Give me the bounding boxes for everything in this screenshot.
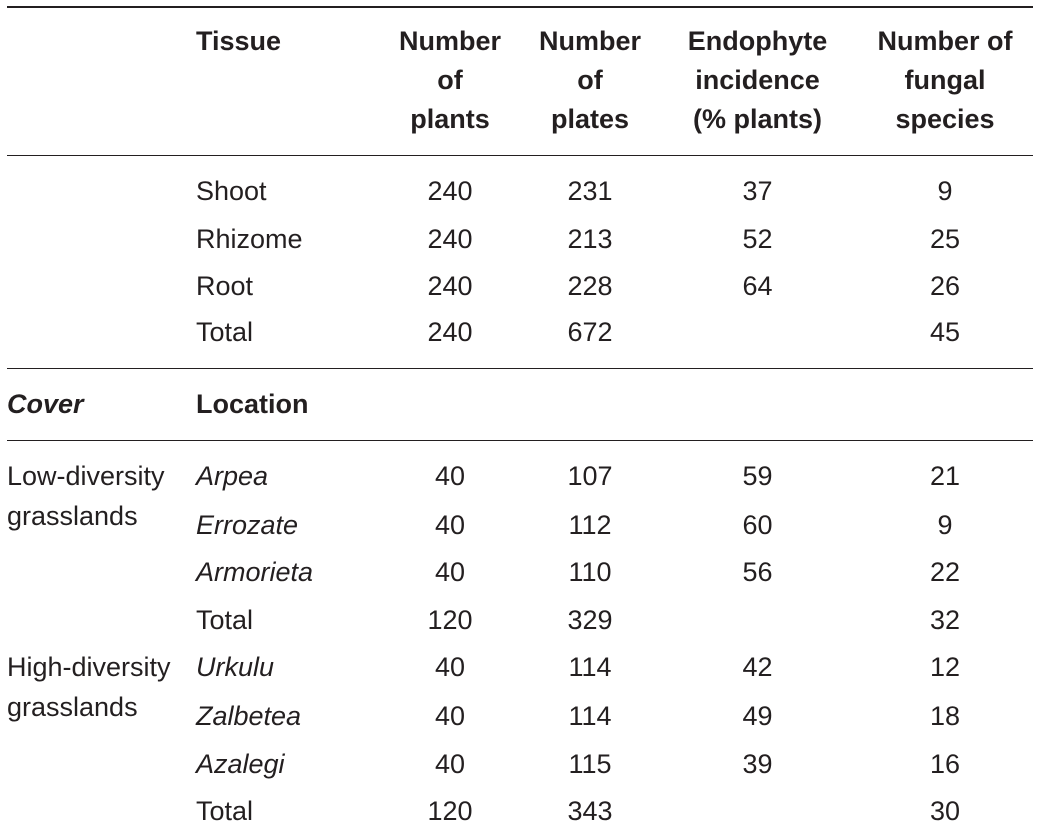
incidence-cell: 37 bbox=[742, 176, 773, 206]
plates-cell: 115 bbox=[568, 749, 612, 779]
species-cell: 21 bbox=[929, 461, 961, 491]
incidence-cell: 42 bbox=[742, 652, 773, 682]
header-fungal-1: Number of bbox=[877, 26, 1013, 56]
plates-cell: 107 bbox=[567, 461, 613, 491]
top-rule bbox=[7, 6, 1033, 8]
plants-cell: 40 bbox=[434, 557, 466, 587]
plants-cell: 40 bbox=[434, 749, 466, 779]
species-cell: 9 bbox=[937, 176, 953, 206]
incidence-cell: 60 bbox=[742, 510, 773, 540]
header-location: Location bbox=[196, 389, 309, 419]
cover-label-1: High-diversity bbox=[7, 652, 171, 682]
plates-cell: 110 bbox=[568, 557, 612, 587]
plants-cell: 240 bbox=[427, 271, 473, 301]
cover-label-2: grasslands bbox=[7, 501, 138, 531]
header-fungal-3: species bbox=[895, 104, 995, 134]
plants-cell: 40 bbox=[434, 510, 466, 540]
header-endophyte-1: Endophyte bbox=[687, 26, 828, 56]
plants-cell: 40 bbox=[434, 461, 466, 491]
plates-cell: 343 bbox=[567, 796, 613, 826]
location-cell: Total bbox=[196, 605, 254, 635]
location-cell: Arpea bbox=[196, 461, 269, 491]
species-cell: 45 bbox=[929, 317, 961, 347]
plates-cell: 231 bbox=[567, 176, 613, 206]
header-endophyte-3: (% plants) bbox=[692, 104, 822, 134]
incidence-cell: 59 bbox=[742, 461, 773, 491]
location-cell: Total bbox=[196, 796, 254, 826]
plants-cell: 40 bbox=[434, 701, 466, 731]
species-cell: 12 bbox=[929, 652, 961, 682]
species-cell: 25 bbox=[929, 224, 961, 254]
incidence-cell: 64 bbox=[742, 271, 773, 301]
tissue-cell: Shoot bbox=[196, 176, 267, 206]
incidence-cell: 52 bbox=[742, 224, 773, 254]
species-cell: 30 bbox=[929, 796, 961, 826]
species-cell: 18 bbox=[929, 701, 961, 731]
header-rule bbox=[7, 155, 1033, 156]
species-cell: 32 bbox=[929, 605, 961, 635]
tissue-cell: Rhizome bbox=[196, 224, 303, 254]
plants-cell: 120 bbox=[427, 605, 473, 635]
plants-cell: 240 bbox=[427, 317, 473, 347]
section-rule bbox=[7, 368, 1033, 369]
header-fungal-2: fungal bbox=[904, 65, 986, 95]
plates-cell: 114 bbox=[568, 652, 612, 682]
species-cell: 26 bbox=[929, 271, 961, 301]
plates-cell: 672 bbox=[567, 317, 613, 347]
location-cell: Urkulu bbox=[196, 652, 275, 682]
species-cell: 9 bbox=[937, 510, 953, 540]
species-cell: 16 bbox=[929, 749, 961, 779]
cover-label-1: Low-diversity bbox=[7, 461, 165, 491]
plates-cell: 228 bbox=[567, 271, 613, 301]
incidence-cell: 56 bbox=[742, 557, 773, 587]
plates-cell: 114 bbox=[568, 701, 612, 731]
location-cell: Zalbetea bbox=[196, 701, 302, 731]
tissue-cell: Root bbox=[196, 271, 254, 301]
location-cell: Errozate bbox=[196, 510, 299, 540]
species-cell: 22 bbox=[929, 557, 961, 587]
header-tissue: Tissue bbox=[196, 26, 282, 56]
plants-cell: 240 bbox=[427, 224, 473, 254]
header-plates-3: plates bbox=[550, 104, 630, 134]
incidence-cell: 49 bbox=[742, 701, 773, 731]
plates-cell: 213 bbox=[567, 224, 613, 254]
location-cell: Armorieta bbox=[196, 557, 314, 587]
incidence-cell: 39 bbox=[742, 749, 773, 779]
plates-cell: 112 bbox=[568, 510, 612, 540]
section-header-rule bbox=[7, 440, 1033, 441]
header-plants-1: Number bbox=[398, 26, 501, 56]
header-plates-2: of bbox=[577, 65, 603, 95]
cover-label-2: grasslands bbox=[7, 692, 138, 722]
plants-cell: 240 bbox=[427, 176, 473, 206]
location-cell: Azalegi bbox=[196, 749, 285, 779]
plants-cell: 40 bbox=[434, 652, 466, 682]
header-endophyte-2: incidence bbox=[695, 65, 820, 95]
tissue-cell: Total bbox=[196, 317, 254, 347]
header-cover: Cover bbox=[7, 389, 84, 419]
header-plants-2: of bbox=[437, 65, 463, 95]
plants-cell: 120 bbox=[427, 796, 473, 826]
header-plates-1: Number bbox=[538, 26, 641, 56]
plates-cell: 329 bbox=[567, 605, 613, 635]
header-plants-3: plants bbox=[410, 104, 490, 134]
